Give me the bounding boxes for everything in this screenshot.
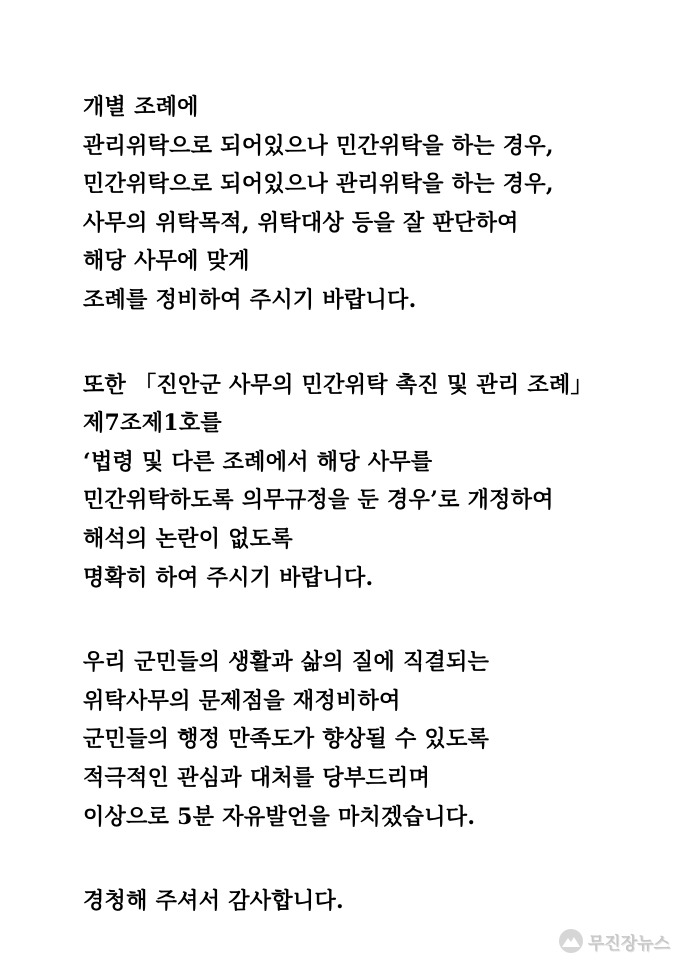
text-line: 개별 조례에 xyxy=(83,94,199,120)
text-line: 군민들의 행정 만족도가 향상될 수 있도록 xyxy=(83,726,490,753)
mountain-logo-icon xyxy=(558,928,584,954)
paragraph-2 xyxy=(83,366,673,598)
paragraph-3 xyxy=(83,643,673,836)
text-line: 적극적인 관심과 대처를 당부드리며 xyxy=(83,764,431,791)
text-line: 우리 군민들의 생활과 삶의 질에 직결되는 xyxy=(83,649,490,676)
text-line: 조례를 정비하여 주시기 바랍니다. xyxy=(83,286,417,313)
text-line: 명확히 하여 주시기 바랍니다. xyxy=(83,564,374,591)
text-line: 제7조제1호를 xyxy=(83,410,222,437)
text-line: ‘법령 및 다른 조례에서 해당 사무를 xyxy=(83,448,433,475)
text-line: 위탁사무의 문제점을 재정비하여 xyxy=(83,687,401,714)
text-line: 이상으로 5분 자유발언을 마치겠습니다. xyxy=(83,803,476,830)
text-line: 해당 사무에 맞게 xyxy=(83,248,250,275)
text-line: 사무의 위탁목적, 위탁대상 등을 잘 판단하여 xyxy=(83,209,519,236)
text-line: 또한 「진안군 사무의 민간위탁 촉진 및 관리 조례」 xyxy=(83,371,593,398)
watermark-text: 무진장뉴스 xyxy=(587,933,670,954)
paragraph-4 xyxy=(83,882,673,921)
paragraph-1 xyxy=(83,88,673,320)
speech-text xyxy=(83,88,673,967)
text-line: 경청해 주셔서 감사합니다. xyxy=(83,888,344,915)
text-line: 해석의 논란이 없도록 xyxy=(83,525,293,552)
text-line: 민간위탁하도록 의무규정을 둔 경우’로 개정하여 xyxy=(83,487,554,514)
watermark-logo xyxy=(558,928,670,954)
text-line: 관리위탁으로 되어있으나 민간위탁을 하는 경우, xyxy=(83,132,554,159)
text-line: 민간위탁으로 되어있으나 관리위탁을 하는 경우, xyxy=(83,171,554,198)
